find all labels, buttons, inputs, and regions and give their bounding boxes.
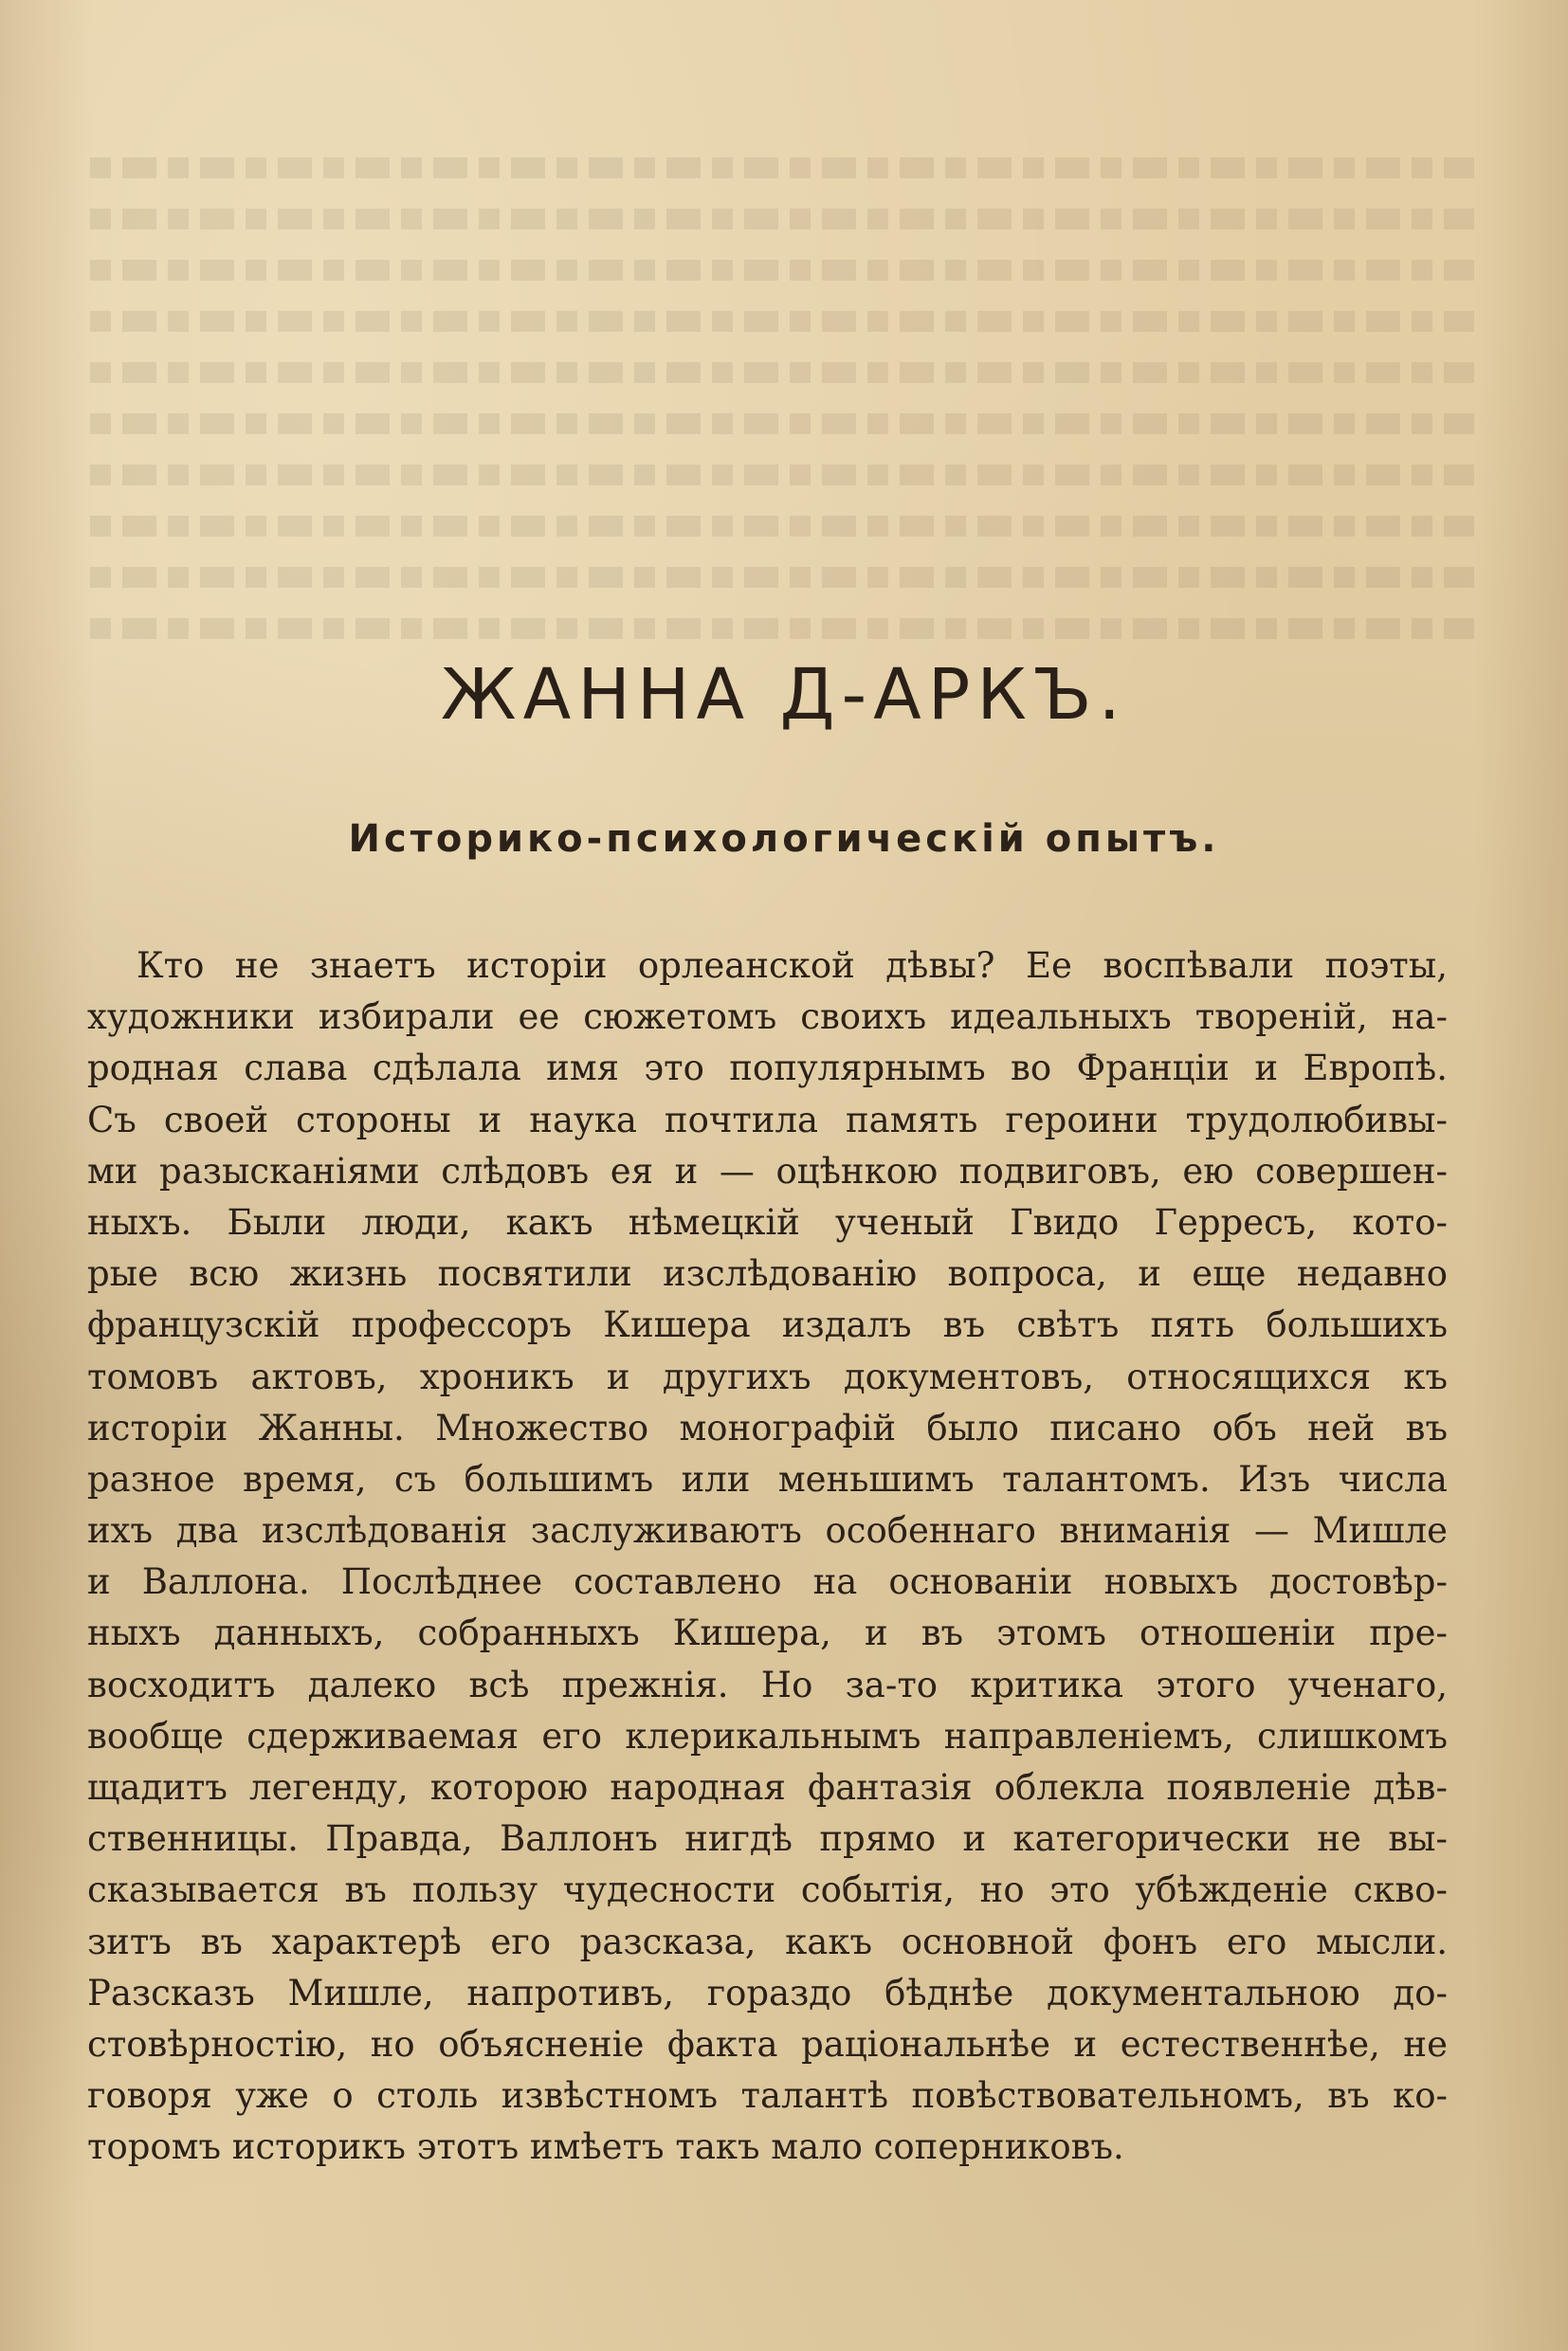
show-through-line [90,296,1474,347]
text-line: говоря уже о столь извѣстномъ талантѣ повѣствовательномъ, въ ко- [87,2075,1448,2117]
text-line: и Валлона. Послѣднее составлено на основаніи новыхъ достовѣр- [87,1561,1448,1603]
show-through-line [90,449,1474,501]
text-line: торомъ историкъ этотъ имѣетъ такъ мало соперниковъ. [87,2126,1124,2168]
text-line: художники избирали ее сюжетомъ своихъ идеальныхъ твореній, на- [87,996,1448,1038]
show-through-line [90,245,1474,296]
show-through-line [90,347,1474,398]
text-line: ственницы. Правда, Валлонъ нигдѣ прямо и категорически не вы- [87,1818,1448,1860]
show-through-line [90,142,1474,193]
text-line: разное время, съ большимъ или меньшимъ талантомъ. Изъ числа [87,1458,1448,1500]
text-line: родная слава сдѣлала имя это популярнымъ во Франціи и Европѣ. [87,1048,1448,1089]
text-line: стовѣрностію, но объясненіе факта раціональнѣе и естественнѣе, не [87,2023,1448,2065]
text-line: вообще сдерживаемая его клерикальнымъ направленіемъ, слишкомъ [87,1715,1448,1757]
text-line: сказывается въ пользу чудесности событія, но это убѣжденіе скво- [87,1869,1448,1911]
text-line: исторіи Жанны. Множество монографій было писано объ ней въ [87,1407,1448,1449]
text-line: восходитъ далеко всѣ прежнія. Но за-то критика этого ученаго, [87,1664,1448,1705]
show-through-text [90,142,1474,711]
text-line: Разсказъ Мишле, напротивъ, гораздо бѣднѣе документальною до- [87,1972,1448,2014]
text-line: Съ своей стороны и наука почтила память героини трудолюбивы- [87,1099,1448,1140]
show-through-line [90,398,1474,449]
text-line: щадитъ легенду, которою народная фантазія облекла появленіе дѣв- [87,1767,1448,1808]
article-body [87,940,1448,2174]
article-subtitle: Историко-психологическій опытъ. [348,817,1220,861]
show-through-line [90,552,1474,603]
show-through-line [90,501,1474,552]
text-line: ныхъ данныхъ, собранныхъ Кишера, и въ этомъ отношеніи пре- [87,1613,1448,1654]
text-line: ихъ два изслѣдованія заслуживаютъ особеннаго вниманія — Мишле [87,1510,1448,1552]
text-line: ми разысканіями слѣдовъ ея и — оцѣнкою подвиговъ, ею совершен- [87,1150,1448,1192]
show-through-line [90,603,1474,654]
text-line: ныхъ. Были люди, какъ нѣмецкій ученый Гвидо Герресъ, кото- [87,1201,1448,1243]
article-title: ЖАННА Д-АРКЪ. [440,654,1128,736]
text-line: французскій профессоръ Кишера издалъ въ свѣтъ пять большихъ [87,1304,1448,1346]
text-line: рые всю жизнь посвятили изслѣдованію вопроса, и еще недавно [87,1253,1448,1295]
show-through-line [90,193,1474,245]
text-line: Кто не знаетъ исторіи орлеанской дѣвы? Ее воспѣвали поэты, [137,945,1448,986]
text-line: зитъ въ характерѣ его разсказа, какъ основной фонъ его мысли. [87,1921,1448,1962]
text-line: томовъ актовъ, хроникъ и другихъ документовъ, относящихся къ [87,1356,1448,1397]
